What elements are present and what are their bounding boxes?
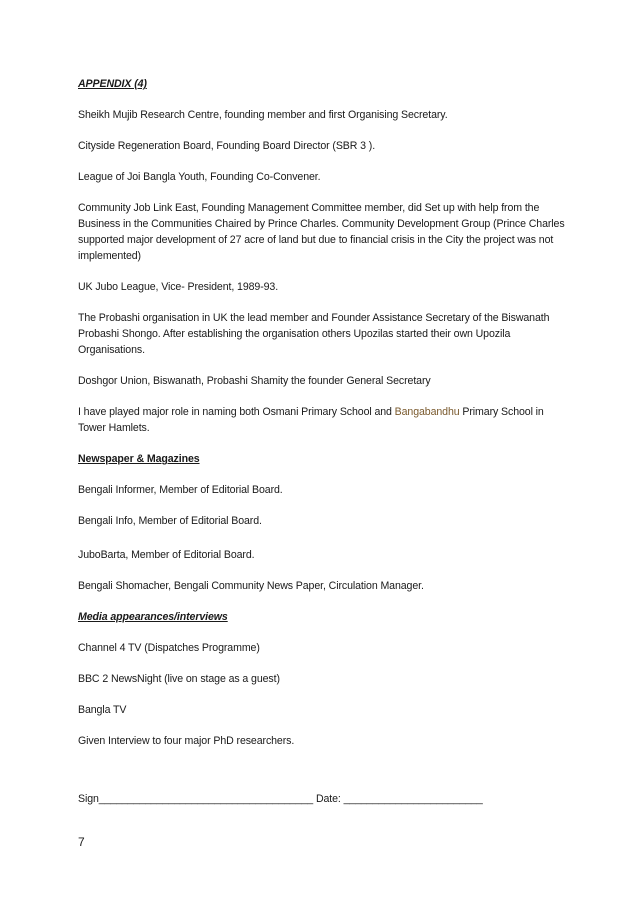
newspaper-item: Bengali Informer, Member of Editorial Board. bbox=[78, 484, 283, 496]
document-body bbox=[78, 76, 570, 822]
entry-probashi-organisation: The Probashi organisation in UK the lead member and Founder Assistance Secretary of the Biswanath Probashi Shongo. After establishing the organisation others Upozilas started their own Upozila Organisations. bbox=[78, 312, 550, 356]
newspapers-heading: Newspaper & Magazines bbox=[78, 453, 200, 465]
entry-joi-bangla-youth: League of Joi Bangla Youth, Founding Co-Convener. bbox=[78, 171, 321, 183]
entry-doshgor-union: Doshgor Union, Biswanath, Probashi Shamity the founder General Secretary bbox=[78, 375, 431, 387]
media-item: Channel 4 TV (Dispatches Programme) bbox=[78, 642, 260, 654]
media-item: Bangla TV bbox=[78, 704, 127, 716]
entry-uk-jubo-league: UK Jubo League, Vice- President, 1989-93. bbox=[78, 281, 279, 293]
schools-text-after: Primary School in Tower Hamlets. bbox=[78, 406, 544, 434]
schools-text-before: I have played major role in naming both Osmani Primary School and bbox=[78, 406, 395, 418]
entry-cityside-board: Cityside Regeneration Board, Founding Board Director (SBR 3 ). bbox=[78, 140, 376, 152]
media-item: BBC 2 NewsNight (live on stage as a guest) bbox=[78, 673, 280, 685]
newspaper-item: Bengali Info, Member of Editorial Board. bbox=[78, 515, 262, 527]
page-number: 7 bbox=[78, 835, 85, 849]
signature-line: Sign_____________________________________ Date: ________________________ bbox=[78, 793, 483, 805]
newspaper-item: Bengali Shomacher, Bengali Community News Paper, Circulation Manager. bbox=[78, 580, 424, 592]
entry-research-centre: Sheikh Mujib Research Centre, founding member and first Organising Secretary. bbox=[78, 109, 448, 121]
schools-highlight: Bangabandhu bbox=[394, 406, 460, 418]
media-item: Given Interview to four major PhD researchers. bbox=[78, 735, 295, 747]
entry-schools bbox=[78, 404, 570, 436]
appendix-heading: APPENDIX (4) bbox=[78, 78, 147, 90]
newspaper-item: JuboBarta, Member of Editorial Board. bbox=[78, 549, 255, 561]
entry-job-link-east: Community Job Link East, Founding Management Committee member, did Set up with help from the Business in the Communities Chaired by Prince Charles. Community Development Group (Prince Charles supported major development of 27 acre of land but due to financial crisis in the City the project was not implemented) bbox=[78, 202, 565, 262]
media-heading: Media appearances/interviews bbox=[78, 611, 228, 623]
